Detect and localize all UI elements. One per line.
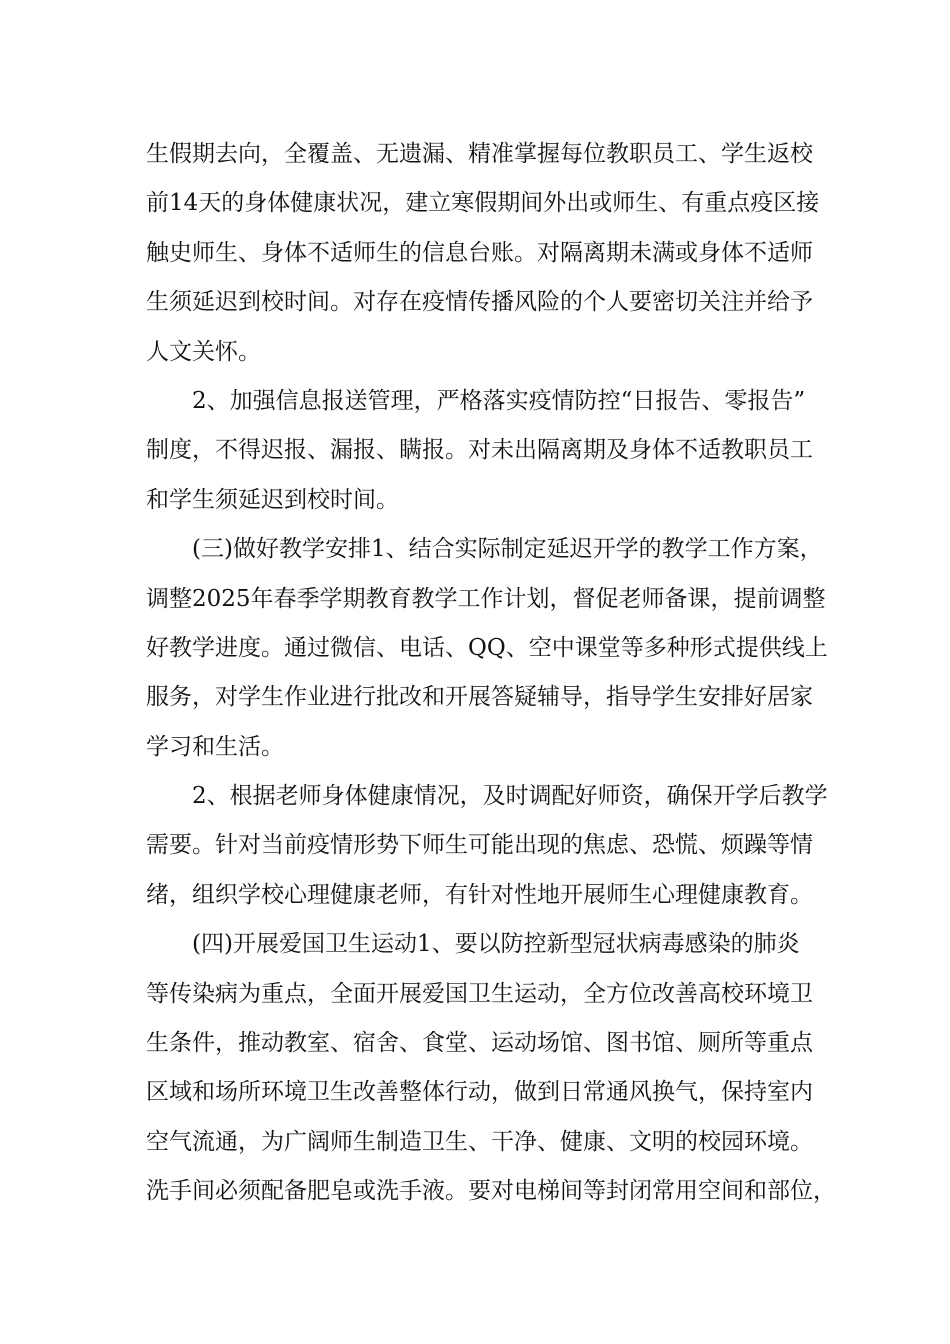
text-line-11: 好教学进度。通过微信、电话、QQ、空中课堂等多种形式提供线上 (146, 634, 828, 661)
text-line-15: 需要。针对当前疫情形势下师生可能出现的焦虑、恐慌、烦躁等情 (146, 832, 813, 859)
text-line-7: 制度，不得迟报、漏报、瞒报。对未出隔离期及身体不适教职员工 (146, 437, 813, 464)
text-line-18: 等传染病为重点，全面开展爱国卫生运动，全方位改善高校环境卫 (146, 980, 813, 1007)
text-line-19: 生条件，推动教室、宿舍、食堂、运动场馆、图书馆、厕所等重点 (146, 1030, 813, 1057)
text-line-20: 区域和场所环境卫生改善整体行动，做到日常通风换气，保持室内 (146, 1079, 813, 1106)
text-line-3: 触史师生、身体不适师生的信息台账。对隔离期未满或身体不适师 (146, 239, 813, 266)
text-line-12: 服务，对学生作业进行批改和开展答疑辅导，指导学生安排好居家 (146, 684, 813, 711)
text-line-14: 2、根据老师身体健康情况，及时调配好师资，确保开学后教学 (192, 783, 828, 810)
text-line-22: 洗手间必须配备肥皂或洗手液。要对电梯间等封闭常用空间和部位， (146, 1178, 836, 1205)
text-line-13: 学习和生活。 (146, 733, 284, 760)
text-line-2: 前14天的身体健康状况，建立寒假期间外出或师生、有重点疫区接 (146, 190, 820, 217)
text-line-16: 绪，组织学校心理健康老师，有针对性地开展师生心理健康教育。 (146, 881, 813, 908)
text-line-9: (三)做好教学安排1、结合实际制定延迟开学的教学工作方案， (192, 536, 823, 563)
text-line-21: 空气流通，为广阔师生制造卫生、干净、健康、文明的校园环境。 (146, 1128, 813, 1155)
text-line-17: (四)开展爱国卫生运动1、要以防控新型冠状病毒感染的肺炎 (192, 931, 800, 958)
text-line-10: 调整2025年春季学期教育教学工作计划，督促老师备课，提前调整 (146, 585, 826, 612)
text-line-8: 和学生须延迟到校时间。 (146, 486, 399, 513)
document-body (146, 130, 836, 1217)
text-line-1: 生假期去向，全覆盖、无遗漏、精准掌握每位教职员工、学生返校 (146, 141, 813, 167)
text-line-6: 2、加强信息报送管理，严格落实疫情防控“日报告、零报告” (192, 387, 806, 414)
text-line-5: 人文关怀。 (146, 338, 261, 365)
text-line-4: 生须延迟到校时间。对存在疫情传播风险的个人要密切关注并给予 (146, 289, 813, 316)
